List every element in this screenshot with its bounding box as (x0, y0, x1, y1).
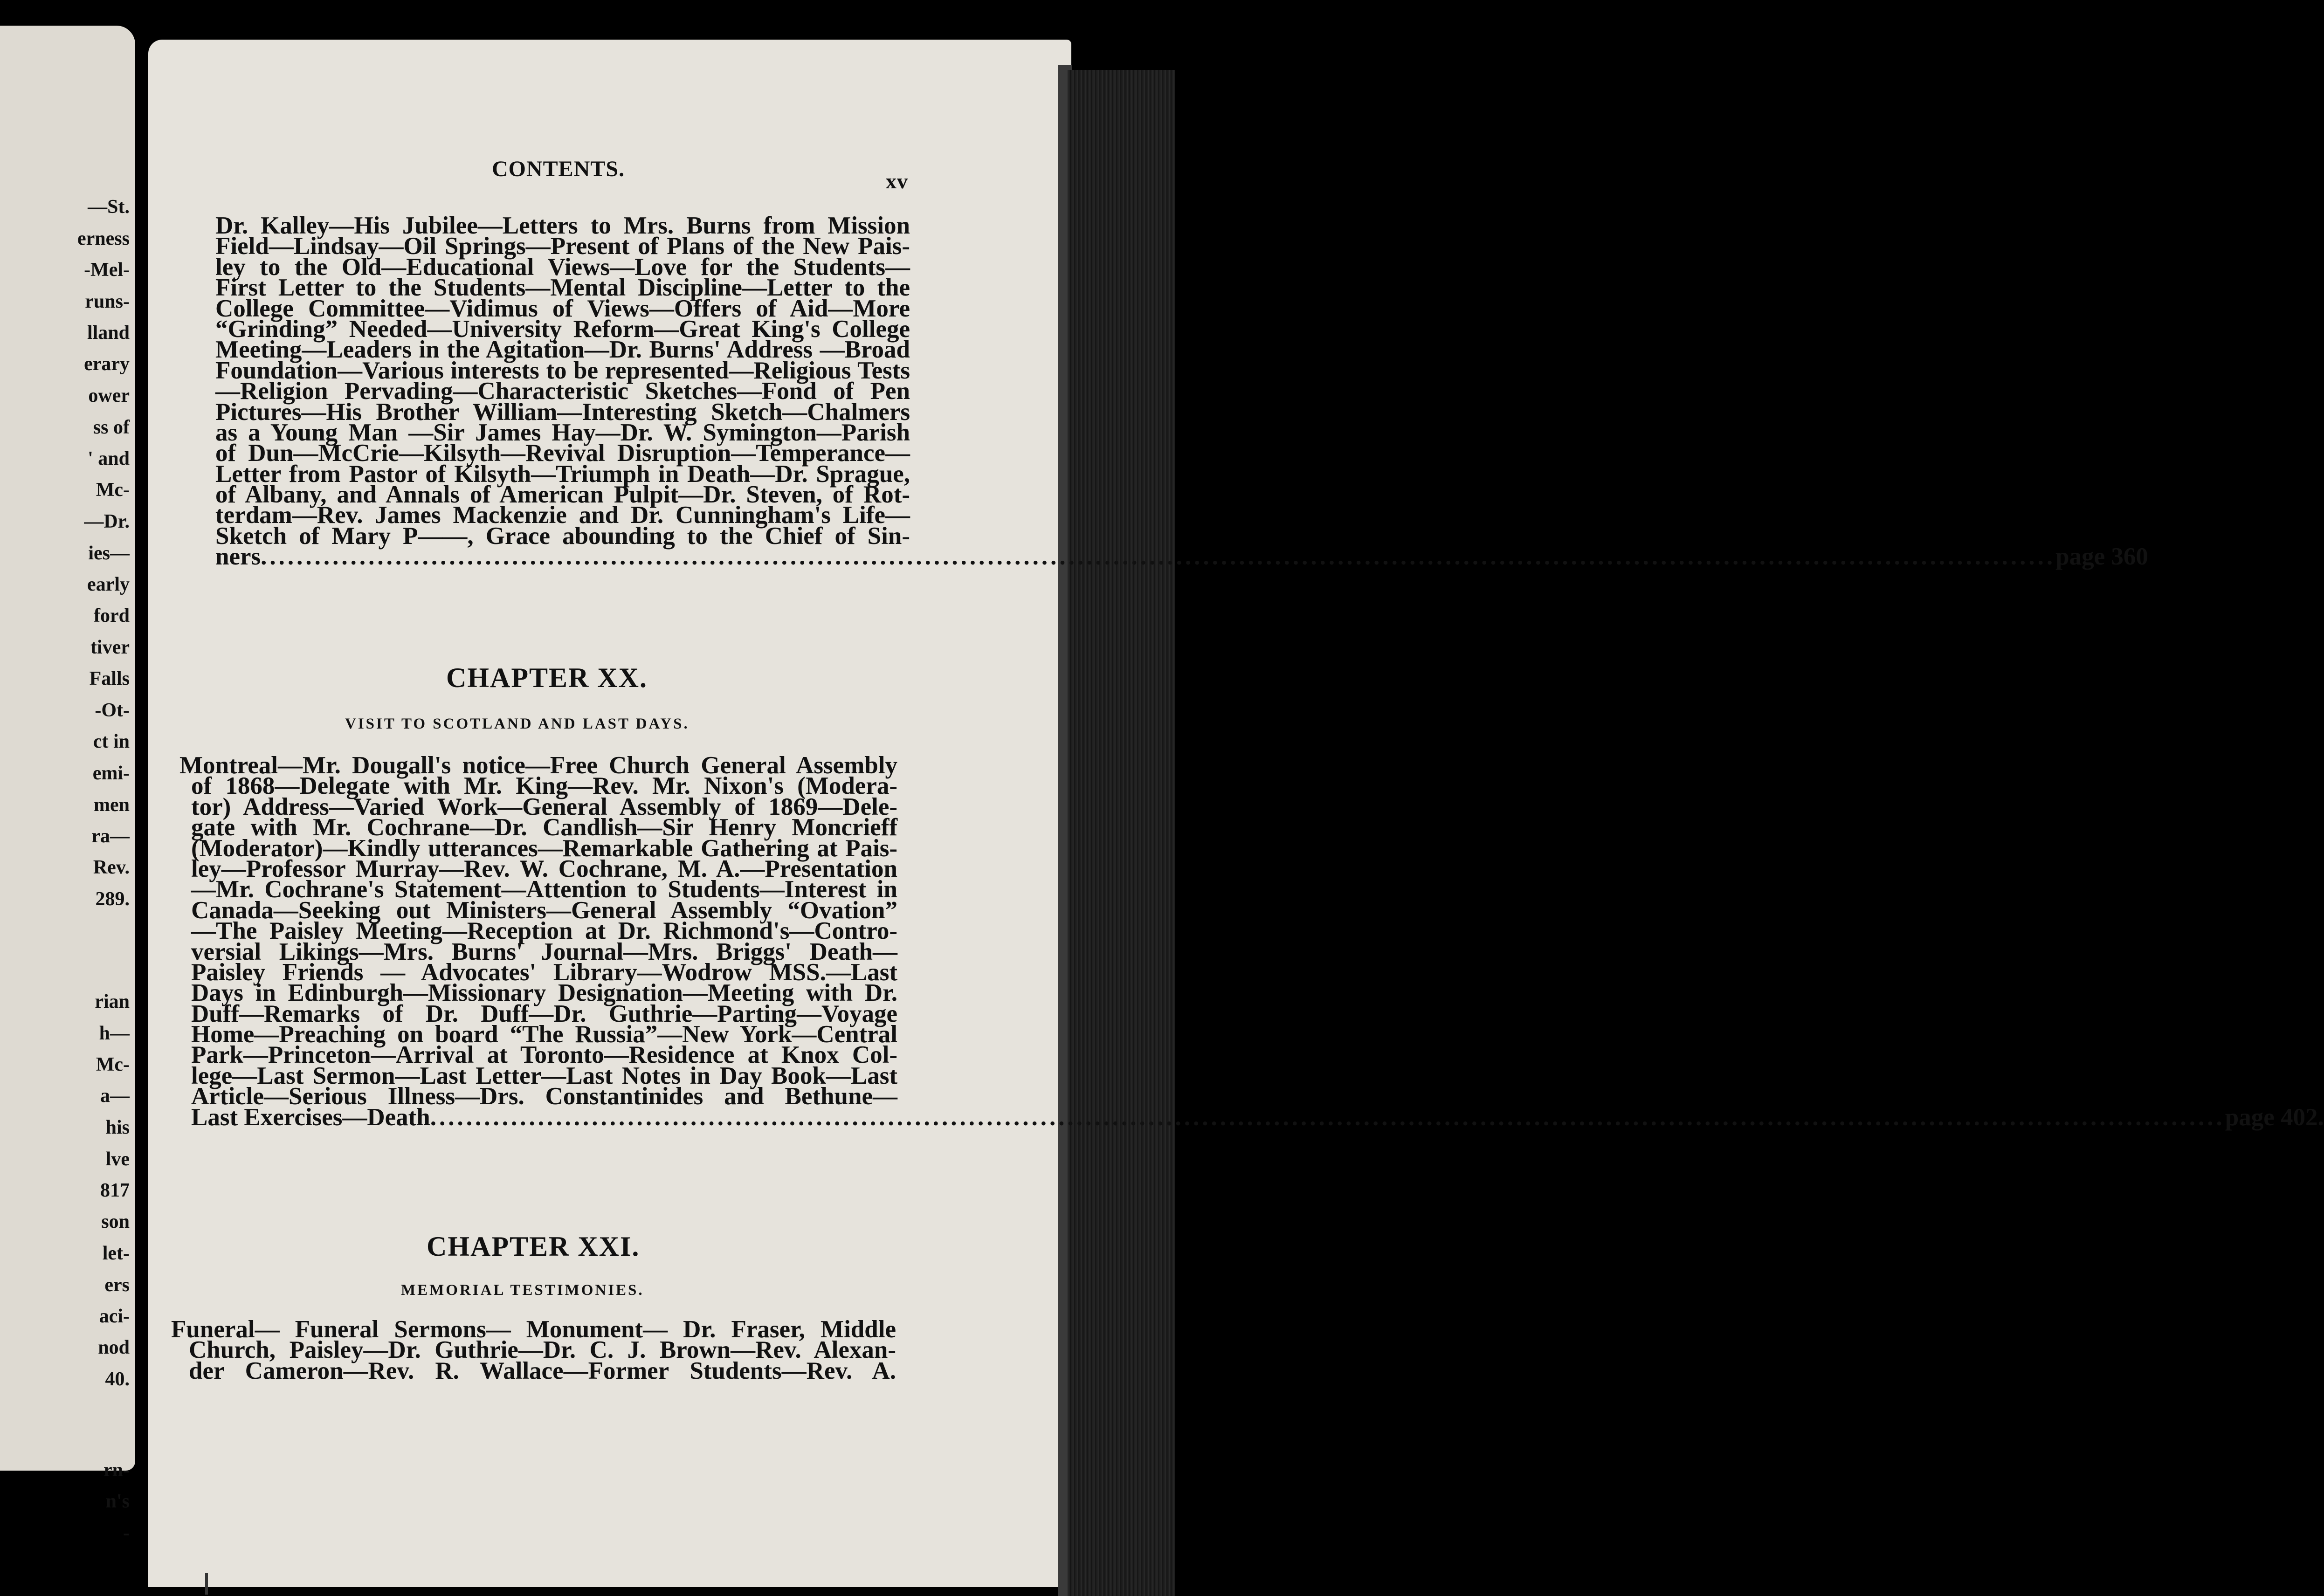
contents-line: Foundation—Various interests to be represented—Religious Tests (215, 357, 910, 384)
facing-page-fragment (0, 26, 135, 1544)
facing-page-text-fragment: nod (98, 1337, 130, 1358)
contents-line: of Dun—McCrie—Kilsyth—Revival Disruption—Temperance— (215, 440, 910, 467)
contents-line: ley to the Old—Educational Views—Love for the Students— (215, 253, 910, 281)
leader-dots: ........................................................................................................................................................................................................ (430, 1103, 2225, 1131)
contents-line: Canada—Seeking out Ministers—General Assembly “Ovation” (191, 896, 897, 924)
facing-page-text-fragment: ' and (88, 448, 130, 469)
contents-line: Duff—Remarks of Dr. Duff—Dr. Guthrie—Parting—Voyage (191, 1000, 897, 1027)
contents-line: as a Young Man —Sir James Hay—Dr. W. Symington—Parish (215, 419, 910, 446)
facing-page-text-fragment: men (94, 794, 130, 816)
contents-line: Montreal—Mr. Dougall's notice—Free Church General Assembly (179, 752, 897, 779)
facing-page-text-fragment: a— (100, 1085, 130, 1107)
facing-page-text-fragment: h— (99, 1023, 130, 1044)
facing-page-text-fragment: -Ot- (95, 700, 130, 721)
facing-page-text-fragment: his (105, 1117, 130, 1138)
facing-page-text-fragment: let- (102, 1243, 130, 1264)
contents-last-line-text: ners (215, 543, 261, 571)
facing-page-text-fragment: 289. (95, 888, 130, 910)
page-reference: page 402. (2225, 1103, 2324, 1131)
contents-line: Park—Princeton—Arrival at Toronto—Residence at Knox Col- (191, 1041, 897, 1069)
facing-page-text-fragment: erness (77, 228, 130, 249)
contents-line: gate with Mr. Cochrane—Dr. Candlish—Sir Henry Moncrieff (191, 814, 897, 841)
contents-line: —Mr. Cochrane's Statement—Attention to Students—Interest in (191, 876, 897, 903)
contents-line: Home—Preaching on board “The Russia”—New York—Central (191, 1021, 897, 1048)
facing-page-text-fragment: ies— (88, 543, 130, 564)
leader-dots: ........................................................................................................................................................................................................ (261, 543, 2056, 571)
contents-line: of Albany, and Annals of American Pulpit—Dr. Steven, of Rot- (215, 481, 910, 509)
page-number: xv (886, 169, 908, 193)
contents-line: tor) Address—Varied Work—General Assembly of 1869—Dele- (191, 793, 897, 820)
contents-line: Days in Edinburgh—Missionary Designation—Meeting with Dr. (191, 979, 897, 1007)
facing-page-text-fragment: ra— (91, 826, 130, 847)
facing-page-text-fragment: -Mel- (84, 259, 130, 281)
chapter-20-subtitle: VISIT TO SCOTLAND AND LAST DAYS. (345, 715, 690, 732)
contents-line: Paisley Friends — Advocates' Library—Wodrow MSS.—Last (191, 958, 897, 986)
contents-line: Funeral— Funeral Sermons— Monument— Dr. Fraser, Middle (171, 1316, 896, 1343)
facing-page-text-fragment: lland (87, 322, 130, 344)
facing-page-text-fragment: aci- (99, 1306, 130, 1327)
facing-page-text-fragment: - (123, 1522, 130, 1544)
facing-page-text-fragment: ss of (93, 417, 130, 438)
facing-page-text-fragment: early (87, 574, 130, 595)
contents-entry-chapter-21 (171, 1316, 896, 1384)
contents-line: Meeting—Leaders in the Agitation—Dr. Burns' Address —Broad (215, 336, 910, 364)
facing-page-text-fragment: —St. (88, 196, 130, 218)
facing-page-text-fragment: Falls (89, 668, 130, 689)
facing-page-text-fragment: ers (104, 1274, 130, 1296)
contents-line: der Cameron—Rev. R. Wallace—Former Students—Rev. A. (189, 1357, 896, 1384)
facing-page-text-fragment: n's (105, 1491, 130, 1512)
page-reference: page 360 (2055, 543, 2148, 571)
contents-last-line (215, 543, 2148, 571)
facing-page-text-fragment: tiver (90, 637, 130, 658)
contents-line: (Moderator)—Kindly utterances—Remarkable Gathering at Pais- (191, 834, 897, 862)
facing-page-text-fragment: 817 (100, 1180, 130, 1201)
facing-page-text-fragment: —Dr. (84, 511, 130, 532)
contents-last-line-text: Last Exercises—Death (191, 1103, 430, 1131)
contents-line: versial Likings—Mrs. Burns' Journal—Mrs. Briggs' Death— (191, 938, 897, 965)
contents-line: Sketch of Mary P——, Grace abounding to the Chief of Sin- (215, 522, 910, 550)
facing-page-text-fragment: Mc- (96, 1054, 130, 1075)
facing-page-text-fragment: ct in (93, 731, 130, 752)
contents-line: “Grinding” Needed—University Reform—Great King's College (215, 315, 910, 343)
facing-page-text-fragment: lve (105, 1149, 130, 1170)
facing-page-text-fragment: emi- (92, 763, 130, 784)
stray-mark (205, 1573, 208, 1595)
chapter-21-heading: CHAPTER XXI. (427, 1231, 640, 1262)
contents-entry-chapter-20 (179, 752, 2324, 1131)
book-page-edges (1068, 70, 1175, 1596)
contents-line: College Committee—Vidimus of Views—Offers of Aid—More (215, 295, 910, 322)
chapter-20-heading: CHAPTER XX. (446, 662, 648, 693)
facing-page-text-fragment: rian (95, 991, 130, 1012)
running-header-title: CONTENTS. (492, 157, 625, 181)
contents-line: ley—Professor Murray—Rev. W. Cochrane, M. A.—Presentation (191, 855, 897, 882)
contents-line: Letter from Pastor of Kilsyth—Triumph in Death—Dr. Sprague, (215, 460, 910, 488)
facing-page-text-fragment: son (101, 1211, 130, 1232)
facing-page-text-fragment: ford (94, 605, 130, 626)
facing-page-text-fragment: runs- (85, 291, 130, 312)
contents-line: Article—Serious Illness—Drs. Constantinides and Bethune— (191, 1083, 897, 1110)
contents-line: Field—Lindsay—Oil Springs—Present of Plans of the New Pais- (215, 233, 910, 260)
facing-page-text-fragment: rn- (103, 1459, 130, 1481)
facing-page-text-fragment: Rev. (93, 857, 130, 878)
contents-line: Church, Paisley—Dr. Guthrie—Dr. C. J. Brown—Rev. Alexan- (189, 1336, 896, 1364)
contents-line: —Religion Pervading—Characteristic Sketches—Fond of Pen (215, 378, 910, 405)
contents-line: First Letter to the Students—Mental Discipline—Letter to the (215, 274, 910, 302)
contents-line: lege—Last Sermon—Last Letter—Last Notes in Day Book—Last (191, 1062, 897, 1089)
facing-page-text-fragment: Mc- (96, 479, 130, 501)
chapter-21-subtitle: MEMORIAL TESTIMONIES. (401, 1282, 644, 1299)
contents-line: of 1868—Delegate with Mr. King—Rev. Mr. Nixon's (Modera- (191, 772, 897, 800)
contents-line: terdam—Rev. James Mackenzie and Dr. Cunningham's Life— (215, 502, 910, 529)
contents-line: —The Paisley Meeting—Reception at Dr. Richmond's—Contro- (191, 917, 897, 945)
facing-page-text-fragment: erary (84, 353, 130, 375)
contents-line: Dr. Kalley—His Jubilee—Letters to Mrs. Burns from Mission (215, 212, 910, 239)
contents-last-line (179, 1103, 2324, 1131)
contents-line: Pictures—His Brother William—Interesting Sketch—Chalmers (215, 398, 910, 426)
facing-page-text-fragment: 40. (105, 1369, 130, 1390)
contents-entry-chapter-19-continued (215, 212, 2148, 571)
facing-page-text-fragment: ower (88, 385, 130, 406)
